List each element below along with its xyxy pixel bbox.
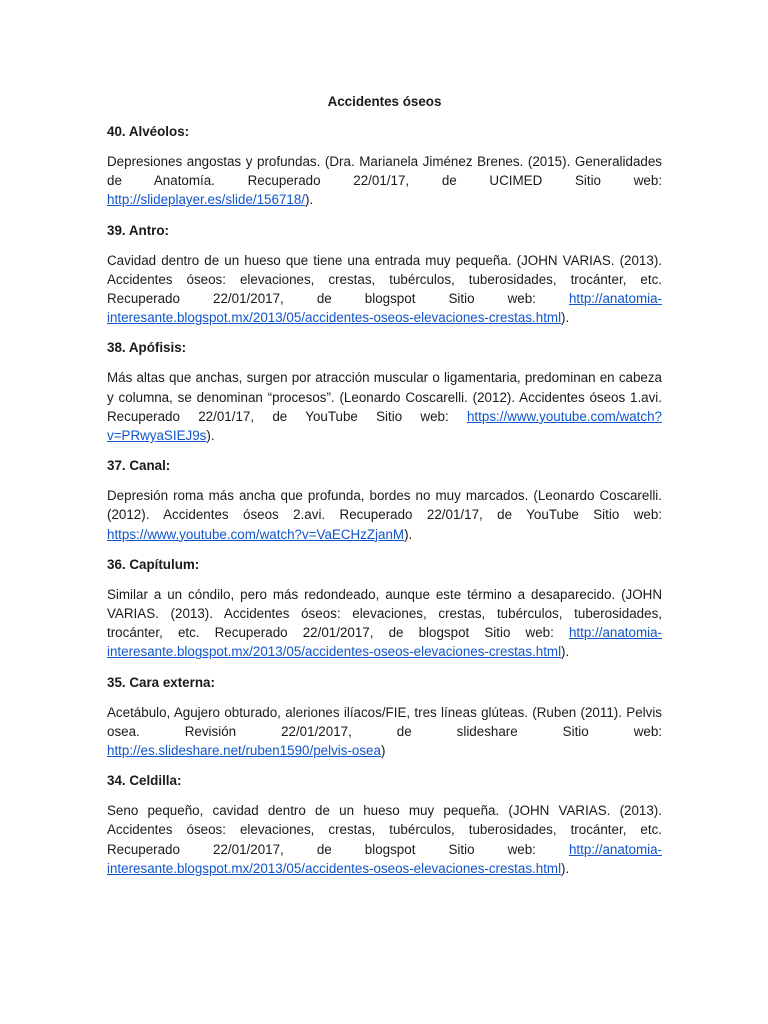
- entry-text-end: ).: [561, 644, 570, 660]
- entry: [107, 122, 662, 210]
- entry: [107, 456, 662, 544]
- entry-text: Depresión roma más ancha que profunda, bordes no muy marcados. (Leonardo Coscarelli. (2012). Accidentes óseos 2.avi. Recuperado 22/01/17, de YouTube Sitio web:: [107, 488, 662, 523]
- reference-link[interactable]: https://www.youtube.com/watch?v=VaECHzZjanM: [107, 526, 405, 542]
- entry-heading: 38. Apófisis:: [107, 340, 187, 356]
- entry-text-end: ).: [561, 860, 570, 876]
- entry: [107, 771, 662, 878]
- entry-text-end: ).: [561, 310, 570, 326]
- entry-heading: 35. Cara externa:: [107, 674, 215, 690]
- document-title: Accidentes óseos: [327, 94, 442, 109]
- entry-text: Seno pequeño, cavidad dentro de un hueso muy pequeña. (JOHN VARIAS. (2013). Accidentes óseos: elevaciones, crestas, tubérculos, tuberosidades, trocánter, etc. Recuperado 22/01/2017, de blogspot Sitio web:: [107, 803, 662, 857]
- entry-text-end: ): [380, 743, 386, 759]
- entry-heading: 39. Antro:: [107, 222, 169, 238]
- reference-link[interactable]: https://www.youtube.com/watch?v=PRwyaSIEJ9s: [107, 408, 662, 444]
- reference-link[interactable]: http://anatomia-interesante.blogspot.mx/2013/05/accidentes-oseos-elevaciones-crestas.html: [107, 291, 662, 326]
- entry-text-end: ).: [305, 192, 314, 208]
- entry-heading: 37. Canal:: [107, 458, 171, 474]
- document-page: [107, 92, 662, 889]
- reference-link[interactable]: http://slideplayer.es/slide/156718/: [107, 192, 306, 208]
- entry-text-end: ).: [404, 526, 413, 542]
- entry-body: [107, 703, 662, 761]
- reference-link[interactable]: http://es.slideshare.net/ruben1590/pelvis-osea: [107, 743, 381, 759]
- entry-body: [107, 486, 662, 544]
- entry-heading: 40. Alvéolos:: [107, 124, 190, 139]
- entry-body: [107, 251, 662, 328]
- entry-body: [107, 152, 662, 210]
- entry-text: Similar a un cóndilo, pero más redondeado, aunque este término a desaparecido. (JOHN VARIAS. (2013). Accidentes óseos: elevaciones, crestas, tubérculos, tuberosidades, trocánter, etc. Recuperado 22/01/2017, de blogspot Sitio web:: [107, 586, 662, 641]
- entry-text: Depresiones angostas y profundas. (Dra. Marianela Jiménez Brenes. (2015). Generalidades de Anatomía. Recuperado 22/01/17, de UCIMED Sitio web:: [107, 154, 662, 189]
- entry: [107, 221, 662, 328]
- entry-text: Más altas que anchas, surgen por atracción muscular o ligamentaria, predominan en cabeza y columna, se denominan “procesos”. (Leonardo Coscarelli. (2012). Accidentes óseos 1.avi. Recuperado 22/01/17, de YouTube Sitio web:: [107, 370, 662, 424]
- entry-heading: 34. Celdilla:: [107, 773, 182, 789]
- entry-body: [107, 368, 662, 445]
- entry-body: [107, 801, 662, 878]
- reference-link[interactable]: http://anatomia-interesante.blogspot.mx/2013/05/accidentes-oseos-elevaciones-crestas.html: [107, 841, 662, 876]
- reference-link[interactable]: http://anatomia-interesante.blogspot.mx/2013/05/accidentes-oseos-elevaciones-crestas.html: [107, 625, 662, 660]
- entry: [107, 673, 662, 761]
- entry: [107, 338, 662, 445]
- entry-text-end: ).: [206, 428, 215, 444]
- entry-text: Cavidad dentro de un hueso que tiene una entrada muy pequeña. (JOHN VARIAS. (2013). Accidentes óseos: elevaciones, crestas, tubérculos, tuberosidades, trocánter, etc. Recuperado 22/01/2017, de blogspot Sitio web:: [107, 252, 662, 307]
- entry-text: Acetábulo, Agujero obturado, aleriones ilíacos/FIE, tres líneas glúteas. (Ruben (2011). Pelvis osea. Revisión 22/01/2017, de slideshare Sitio web:: [107, 704, 662, 739]
- entry: [107, 555, 662, 662]
- entry-body: [107, 585, 662, 662]
- entry-heading: 36. Capítulum:: [107, 556, 200, 572]
